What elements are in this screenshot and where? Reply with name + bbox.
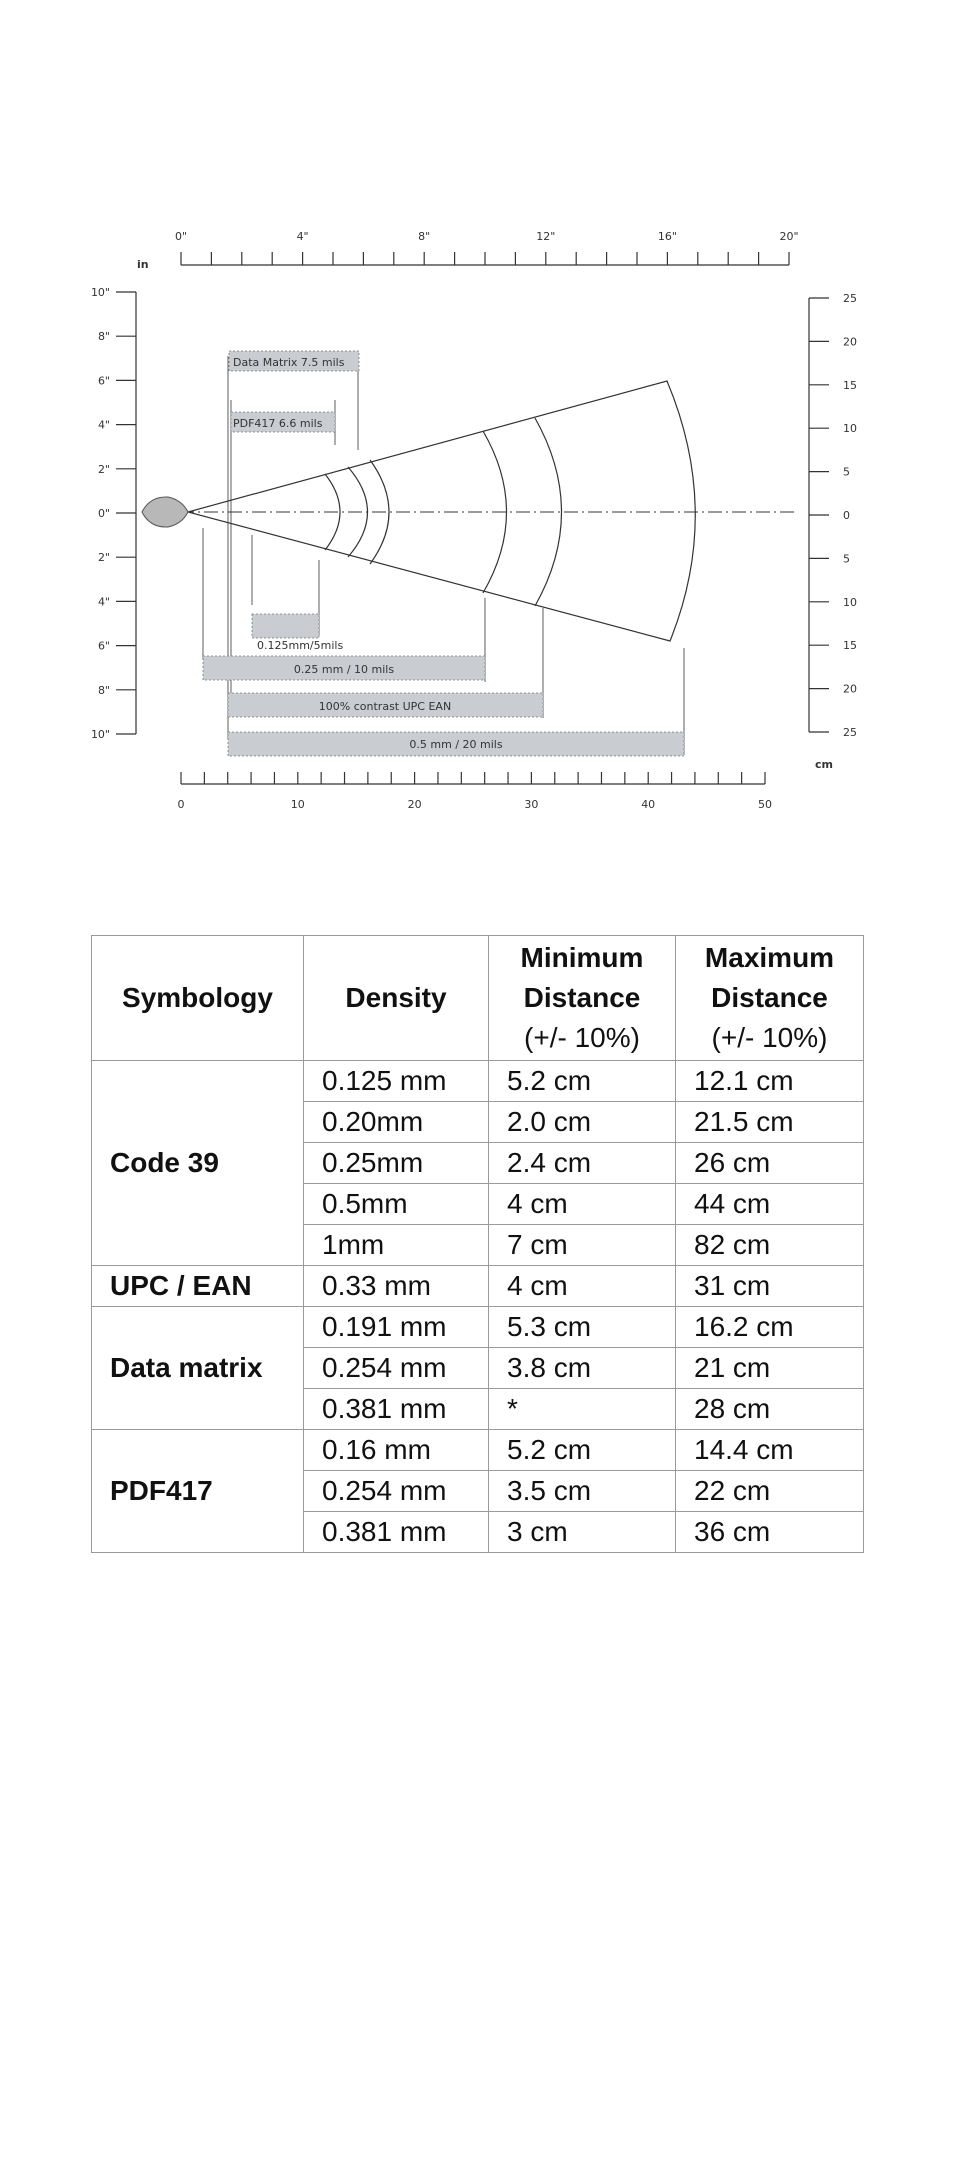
density-cell: 0.33 mm [304,1266,489,1307]
ruler-tick-label: 50 [758,798,772,811]
max-distance-cell: 26 cm [676,1143,864,1184]
density-cell: 0.381 mm [304,1389,489,1430]
label-upc: 100% contrast UPC EAN [318,700,452,713]
ruler-tick-label: 20 [407,798,422,811]
ruler-tick-label: 5 [843,552,850,566]
header-density: Density [304,936,489,1061]
min-distance-cell: 2.4 cm [489,1143,676,1184]
ruler-tick-label: 0" [97,507,110,520]
ruler-tick-label: 25 [843,726,857,739]
ruler-tick-label: 4" [97,595,110,609]
max-distance-cell: 31 cm [676,1266,864,1307]
table-header-row [92,936,864,1061]
max-distance-cell: 44 cm [676,1184,864,1225]
density-cell: 0.5mm [304,1184,489,1225]
density-cell: 0.381 mm [304,1512,489,1553]
ruler-tick-label: 10" [90,728,110,741]
ruler-tick-label: 4" [97,418,110,432]
ruler-tick-label: 4" [296,230,309,243]
symbology-cell: UPC / EAN [92,1266,304,1307]
inch-unit-label: in [137,258,149,271]
min-distance-cell: 2.0 cm [489,1102,676,1143]
label-025mm: 0.25 mm / 10 mils [293,663,395,676]
min-distance-cell: 3.8 cm [489,1348,676,1389]
header-min-top: Minimum [520,942,644,973]
top-ruler-ticks [181,252,789,265]
table-row [92,1307,864,1348]
ruler-tick-label: 20" [779,230,799,243]
ruler-tick-label: 10 [290,798,305,811]
symbology-cell: PDF417 [92,1430,304,1553]
max-distance-cell: 14.4 cm [676,1430,864,1471]
scan-range-diagram [0,0,954,900]
max-distance-cell: 36 cm [676,1512,864,1553]
max-distance-cell: 21.5 cm [676,1102,864,1143]
density-cell: 0.254 mm [304,1471,489,1512]
ruler-tick-label: 5 [843,465,850,479]
ruler-tick-label: 40 [641,798,656,811]
ruler-tick-label: 30 [524,798,539,811]
density-cell: 0.125 mm [304,1061,489,1102]
header-min-tolerance: (+/- 10%) [524,1022,640,1053]
min-distance-cell: 7 cm [489,1225,676,1266]
max-distance-cell: 21 cm [676,1348,864,1389]
ruler-tick-label: 0" [174,230,188,243]
label-0125mm: 0.125mm/5mils [257,639,344,652]
min-distance-cell: * [489,1389,676,1430]
header-min-mid: Distance [523,982,641,1013]
table-row [92,1430,864,1471]
box-0125mm [252,614,319,638]
ruler-tick-label: 20 [843,682,857,696]
symbology-cell: Data matrix [92,1307,304,1430]
min-distance-cell: 4 cm [489,1266,676,1307]
scanner-icon [142,497,188,527]
ruler-tick-label: 10 [843,422,857,436]
ruler-tick-label: 2" [97,462,110,476]
ruler-tick-label: 8" [97,683,110,697]
min-distance-cell: 3.5 cm [489,1471,676,1512]
symbology-cell: Code 39 [92,1061,304,1266]
ruler-tick-label: 16" [657,230,677,243]
ruler-tick-label: 10 [843,595,857,609]
ruler-tick-label: 10" [90,286,110,299]
bottom-ruler-ticks [181,772,765,784]
density-cell: 1mm [304,1225,489,1266]
header-max-top: Maximum [704,942,835,973]
density-cell: 0.25mm [304,1143,489,1184]
max-distance-cell: 12.1 cm [676,1061,864,1102]
ruler-tick-label: 6" [97,374,110,388]
ruler-tick-label: 15 [843,378,857,392]
scan-range-table [91,935,864,1553]
ruler-tick-label: 0 [177,798,185,811]
ruler-tick-label: 20 [843,335,857,349]
ruler-tick-label: 25 [843,292,857,305]
min-distance-cell: 5.2 cm [489,1061,676,1102]
min-distance-cell: 4 cm [489,1184,676,1225]
ruler-tick-label: 8" [418,230,431,243]
ruler-tick-label: 12" [536,230,556,243]
data-matrix-label: Data Matrix 7.5 mils [233,356,345,369]
pdf417-label: PDF417 6.6 mils [233,417,323,430]
min-distance-cell: 5.2 cm [489,1430,676,1471]
ruler-tick-label: 0 [843,509,850,522]
max-distance-cell: 82 cm [676,1225,864,1266]
header-max-mid: Distance [711,982,828,1013]
label-05mm: 0.5 mm / 20 mils [409,738,503,751]
max-distance-cell: 16.2 cm [676,1307,864,1348]
cm-unit-label: cm [815,758,833,771]
max-distance-cell: 22 cm [676,1471,864,1512]
density-cell: 0.20mm [304,1102,489,1143]
header-symbology: Symbology [92,936,304,1061]
max-distance-cell: 28 cm [676,1389,864,1430]
header-min-distance [489,936,676,1061]
header-max-tolerance: (+/- 10%) [711,1022,828,1053]
density-cell: 0.254 mm [304,1348,489,1389]
table-row [92,1266,864,1307]
left-ruler-ticks [116,292,136,734]
ruler-tick-label: 2" [97,551,110,565]
right-ruler-ticks [809,298,829,732]
min-distance-cell: 3 cm [489,1512,676,1553]
density-cell: 0.191 mm [304,1307,489,1348]
min-distance-cell: 5.3 cm [489,1307,676,1348]
header-max-distance [676,936,864,1061]
table-row [92,1061,864,1102]
ruler-tick-label: 6" [97,639,110,653]
ruler-tick-label: 8" [97,330,110,344]
density-cell: 0.16 mm [304,1430,489,1471]
ruler-tick-label: 15 [843,639,857,653]
